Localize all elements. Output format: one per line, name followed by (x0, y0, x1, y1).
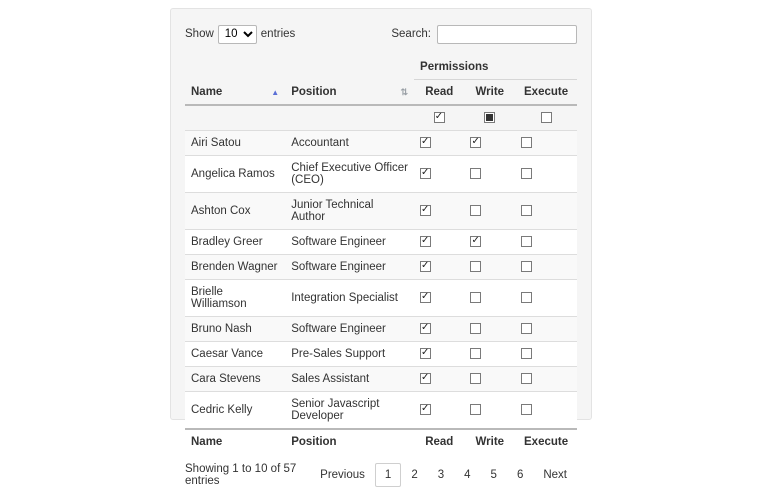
cell-execute (515, 342, 577, 367)
group-spacer-position (285, 55, 414, 80)
checkbox-read[interactable] (420, 404, 431, 415)
checkbox-write[interactable] (470, 168, 481, 179)
filter-cell-read (414, 105, 464, 131)
page-length-select[interactable] (218, 25, 257, 44)
cell-position: Chief Executive Officer (CEO) (285, 156, 414, 193)
datatable-panel (170, 8, 592, 487)
cell-name: Airi Satou (185, 131, 285, 156)
cell-position: Software Engineer (285, 230, 414, 255)
column-header-name[interactable]: Name ▲ (185, 80, 285, 106)
checkbox-write[interactable] (470, 373, 481, 384)
cell-read (414, 131, 464, 156)
checkbox-execute[interactable] (521, 373, 532, 384)
cell-write (464, 280, 515, 317)
checkbox-execute[interactable] (521, 261, 532, 272)
cell-execute (515, 131, 577, 156)
filter-cell-write (464, 105, 515, 131)
checkbox-write[interactable] (470, 404, 481, 415)
table-row[interactable] (185, 131, 577, 156)
table-row[interactable] (185, 255, 577, 280)
checkbox-read[interactable] (420, 137, 431, 148)
search-input[interactable] (437, 25, 577, 44)
pagination-page-2[interactable]: 2 (411, 469, 418, 481)
cell-read (414, 230, 464, 255)
table-row[interactable] (185, 230, 577, 255)
cell-read (414, 392, 464, 430)
cell-read (414, 156, 464, 193)
cell-name: Brielle Williamson (185, 280, 285, 317)
cell-write (464, 156, 515, 193)
pagination-page-1[interactable]: 1 (375, 463, 401, 487)
cell-write (464, 342, 515, 367)
pagination (310, 463, 577, 487)
table-row[interactable] (185, 156, 577, 193)
cell-execute (515, 367, 577, 392)
checkbox-read[interactable] (420, 205, 431, 216)
cell-read (414, 317, 464, 342)
table-row[interactable] (185, 367, 577, 392)
group-spacer-name (185, 55, 285, 80)
checkbox-write[interactable] (470, 261, 481, 272)
table-body (185, 131, 577, 430)
cell-write (464, 317, 515, 342)
pagination-previous[interactable]: Previous (320, 469, 365, 481)
table-row[interactable] (185, 280, 577, 317)
cell-read (414, 193, 464, 230)
checkbox-read[interactable] (420, 168, 431, 179)
footer-name: Name (185, 429, 285, 454)
checkbox-execute[interactable] (521, 323, 532, 334)
column-header-write[interactable]: Write (464, 80, 515, 106)
checkbox-execute[interactable] (521, 292, 532, 303)
search-label: Search: (391, 28, 431, 40)
cell-name: Angelica Ramos (185, 156, 285, 193)
cell-read (414, 367, 464, 392)
table-foot (185, 429, 577, 454)
cell-write (464, 131, 515, 156)
table-row[interactable] (185, 392, 577, 430)
checkbox-read[interactable] (420, 373, 431, 384)
pagination-next[interactable]: Next (543, 469, 567, 481)
cell-position: Accountant (285, 131, 414, 156)
table-footer-controls (185, 463, 577, 487)
cell-name: Bruno Nash (185, 317, 285, 342)
checkbox-execute[interactable] (521, 348, 532, 359)
checkbox-execute[interactable] (521, 137, 532, 148)
cell-name: Cedric Kelly (185, 392, 285, 430)
checkbox-read[interactable] (420, 261, 431, 272)
cell-position: Senior Javascript Developer (285, 392, 414, 430)
cell-position: Software Engineer (285, 255, 414, 280)
column-header-position[interactable]: Position ⇅ (285, 80, 414, 106)
cell-read (414, 280, 464, 317)
group-header-row (185, 55, 577, 80)
filter-checkbox-write[interactable] (484, 112, 495, 123)
column-header-read[interactable]: Read (414, 80, 464, 106)
checkbox-write[interactable] (470, 323, 481, 334)
filter-row (185, 105, 577, 131)
table-row[interactable] (185, 193, 577, 230)
column-header-execute[interactable]: Execute (515, 80, 577, 106)
footer-row (185, 429, 577, 454)
show-label: Show (185, 28, 214, 40)
table-controls (185, 21, 577, 47)
cell-write (464, 193, 515, 230)
cell-name: Cara Stevens (185, 367, 285, 392)
cell-write (464, 392, 515, 430)
footer-write: Write (464, 429, 515, 454)
checkbox-read[interactable] (420, 348, 431, 359)
cell-write (464, 230, 515, 255)
filter-spacer-position (285, 105, 414, 131)
checkbox-read[interactable] (420, 236, 431, 247)
cell-name: Bradley Greer (185, 230, 285, 255)
page-length-control (185, 25, 295, 44)
cell-read (414, 255, 464, 280)
cell-position: Integration Specialist (285, 280, 414, 317)
checkbox-execute[interactable] (521, 404, 532, 415)
table-head (185, 55, 577, 131)
cell-execute (515, 255, 577, 280)
pagination-page-3[interactable]: 3 (437, 469, 445, 481)
table-row[interactable] (185, 317, 577, 342)
checkbox-write[interactable] (470, 292, 481, 303)
filter-cell-execute (515, 105, 577, 131)
footer-position: Position (285, 429, 414, 454)
cell-execute (515, 392, 577, 430)
checkbox-write[interactable] (470, 236, 481, 247)
cell-execute (515, 156, 577, 193)
cell-execute (515, 317, 577, 342)
cell-write (464, 255, 515, 280)
checkbox-execute[interactable] (521, 168, 532, 179)
cell-execute (515, 280, 577, 317)
checkbox-write[interactable] (470, 348, 481, 359)
filter-checkbox-execute[interactable] (541, 112, 552, 123)
cell-position: Pre-Sales Support (285, 342, 414, 367)
entries-label: entries (260, 28, 296, 40)
table-info: Showing 1 to 10 of 57 entries (185, 463, 297, 487)
footer-read: Read (414, 429, 464, 454)
checkbox-read[interactable] (420, 292, 431, 303)
pagination-page-6[interactable]: 6 (516, 469, 524, 481)
cell-name: Caesar Vance (185, 342, 285, 367)
cell-execute (515, 193, 577, 230)
filter-spacer-name (185, 105, 285, 131)
checkbox-execute[interactable] (521, 205, 532, 216)
footer-execute: Execute (515, 429, 577, 454)
cell-position: Sales Assistant (285, 367, 414, 392)
search-control (391, 25, 577, 44)
cell-write (464, 367, 515, 392)
pagination-page-4[interactable]: 4 (464, 469, 471, 481)
column-header-row (185, 80, 577, 106)
checkbox-write[interactable] (470, 137, 481, 148)
cell-read (414, 342, 464, 367)
group-header-permissions: Permissions (414, 55, 577, 80)
checkbox-read[interactable] (420, 323, 431, 334)
cell-execute (515, 230, 577, 255)
permissions-table (185, 55, 577, 454)
cell-name: Brenden Wagner (185, 255, 285, 280)
checkbox-write[interactable] (470, 205, 481, 216)
cell-name: Ashton Cox (185, 193, 285, 230)
pagination-page-5[interactable]: 5 (490, 469, 497, 481)
cell-position: Junior Technical Author (285, 193, 414, 230)
cell-position: Software Engineer (285, 317, 414, 342)
checkbox-execute[interactable] (521, 236, 532, 247)
filter-checkbox-read[interactable] (434, 112, 445, 123)
table-row[interactable] (185, 342, 577, 367)
